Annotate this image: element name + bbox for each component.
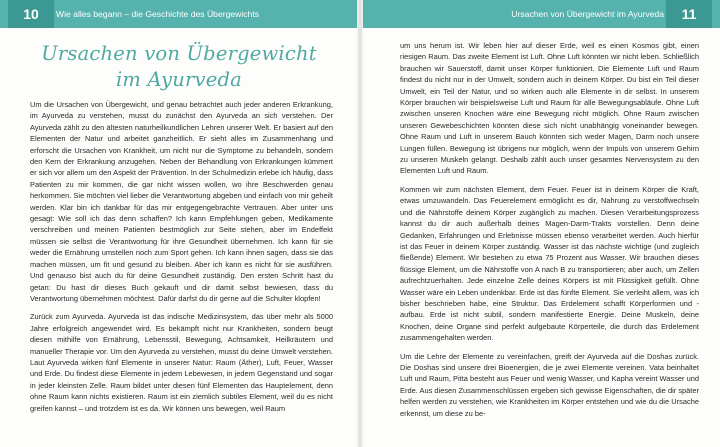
left-body-text (30, 99, 333, 414)
right-page-number: 11 (666, 0, 712, 28)
right-running-head: Ursachen von Übergewicht im Ayurveda (511, 9, 664, 19)
book-gutter (357, 0, 363, 447)
chapter-title (30, 41, 328, 93)
left-paragraph: Zurück zum Ayurveda. Ayurveda ist das indische Medizinsystem, das über mehr als 5000 Jahre erfolgreich angewendet wird. Es bekämpft nicht nur Krankheiten, sondern beugt diesen mithilfe von Ernährung, Lebensstil, Bewegung, Achtsamkeit, Heilkräutern und manueller Therapie vor. Um den Ayurveda zu verstehen, musst du deine Umwelt verstehen. Laut Ayurveda wirken fünf Elemente in unserer Natur: Raum (Äther), Luft, Feuer, Wasser und Erde. Du findest diese Elemente in jedem Lebewesen, in jedem Gegenstand und sogar in jeder kleinsten Zelle. Raum bildet unter diesen fünf Elementen das Hauptelement, denn ohne Raum kann nichts existieren. Raum ist ein ziemlich subtiles Element, weil du es nicht greifen kannst – und trotzdem ist es da. Wir können uns bewegen, weil Raum (30, 312, 333, 413)
left-paragraph: Um die Ursachen von Übergewicht, und genau betrachtet auch jeder anderen Erkrankung, im Ayurveda zu verstehen, musst du zunächst den Ayurveda an sich verstehen. Der Ayurveda zählt zu den ältesten naturheilkundlichen Lehren unserer Welt. Er basiert auf den Elementen der Natur und arbeitet ganzheitlich. Er sieht alles im Zusammenhang und erforscht die Ursachen von Krankheit, um nicht nur die Symptome zu behandeln, sondern den Kern der Erkrankung anzugehen. Neben der Behandlung von Erkrankungen kümmert er sich vor allem um den Aspekt der Prävention. In der Schulmedizin erlebe ich häufig, dass Patienten zu mir kommen, die gar nicht wissen wollen, wo ihre Beschwerden genau herkommen. Sie möchten viel lieber die Verantwortung abgeben und einfach von mir geheilt werden. Klar bin ich dankbar für das mir entgegengebrachte Vertrauen. Aber unter uns gesagt: Wie soll ich das denn schaffen? Ich kann Empfehlungen geben, Medikamente verschreiben und meinen Patienten bestmöglich zur Seite stehen, aber im Endeffekt müssen sie selbst die Verantwortung für ihre Gesundheit übernehmen. Ich kann für sie weder die Ernährung umstellen noch zum Sport gehen. Ich kann ihnen sagen, dass sie das machen müssen, um fit und gesund zu bleiben. Aber ich kann es nicht für sie ausführen. Und genauso bist auch du für deine Gesundheit zuständig. Den ersten Schritt hast du getan: Du hast dir dieses Buch gekauft und dir damit selbst bewiesen, dass du Verantwortung übernehmen möchtest. Dafür darfst du dir gerne auf die Schulter klopfen! (30, 100, 333, 303)
left-running-head: Wie alles begann – die Geschichte des Übergewichts (56, 9, 260, 19)
chapter-title-line-1: Ursachen von Übergewicht (41, 42, 317, 65)
chapter-title-line-2: im Ayurveda (116, 68, 242, 91)
right-paragraph: Kommen wir zum nächsten Element, dem Feuer. Feuer ist in deinem Körper die Kraft, etwas umzuwandeln. Das Feuerelement ermöglicht es dir, Nahrung zu verstoffwechseln und die Nährstoffe deinem Körper zugänglich zu machen. Diesen Verarbeitungsprozess kannst du dir auch außerhalb deines Magen-Darm-Trakts vorstellen. Denn deine Gedanken, Erfahrungen und Erlebnisse müssen ebenso verarbeitet werden. Auch hierfür ist das Feuer in deinem Körper zuständig. Wasser ist das nächste wichtige (und zugleich fließende) Element. Wir bestehen zu etwa 75 Prozent aus Wasser. Wir brauchen dieses flüssige Element, um die Nährstoffe von A nach B zu transportieren; aber auch, um Zellen aufrechtzuerhalten. Jede einzelne Zelle deines Körpers ist mit Flüssigkeit gefüllt. Ohne Wasser wäre ein Leben undenkbar. Erde ist das fünfte Element. Sie verleiht allem, was ich bisher beschrieben habe, eine Struktur. Das Erdelement schafft Körperformen und -aufbau. Erde ist nicht subtil, sondern manifestierte Energie. Deine Muskeln, deine Knochen, deine Organe sind perfekt aufgebaute Körperteile, die durch das Erdelement zusammengehalten werden. (400, 184, 699, 343)
right-paragraph: Um die Lehre der Elemente zu vereinfachen, greift der Ayurveda auf die Doshas zurück. Die Doshas sind unsere drei Bioenergien, die je zwei Elemente vereinen. Vata beinhaltet Luft und Raum, Pitta besteht aus Feuer und wenig Wasser, und Kapha vereint Wasser und Erde. Aus diesen Zusammenschlüssen ergeben sich gewisse Eigenschaften, die dir später helfen werden zu verstehen, wie Krankheiten im Körper entstehen und wie du die Ursache erkennst, um diese zu be- (400, 351, 699, 418)
left-page-number: 10 (8, 0, 54, 28)
right-body-text (400, 40, 699, 419)
right-paragraph: um uns herum ist. Wir leben hier auf dieser Erde, weil es einen Kosmos gibt, einen riesigen Raum. Das zweite Element ist Luft. Ohne Luft könnten wir nicht leben. Schließlich brauchen wir Sauerstoff, damit unser Körper funktioniert. Die Elemente Luft und Raum findest du nicht nur in der Umwelt, sondern auch in deinem Körper. Du bist ein Teil dieser Umwelt, ein Teil der Natur, und so wirken auch alle Elemente in dir selbst. In unserem Körper brauchen wir beispielsweise Luft und Raum für alle Bewegungsabläufe. Ohne Luft zwischen unseren Knochen wäre eine Bewegung nicht möglich. Ohne Raum zwischen unseren Gewebeschichten könnten diese sich nicht unabhängig voneinander bewegen. Ohne Raum und Luft in unserem Bauch könnten sich weder Magen, Darm noch unsere Lungen füllen. Bewegung ist übrigens nur möglich, wenn der Impuls von unserem Gehirn zu unseren Muskeln gelangt. Deshalb zählt auch unser gesamtes Nervensystem zu den Elementen Luft und Raum. (400, 41, 699, 176)
